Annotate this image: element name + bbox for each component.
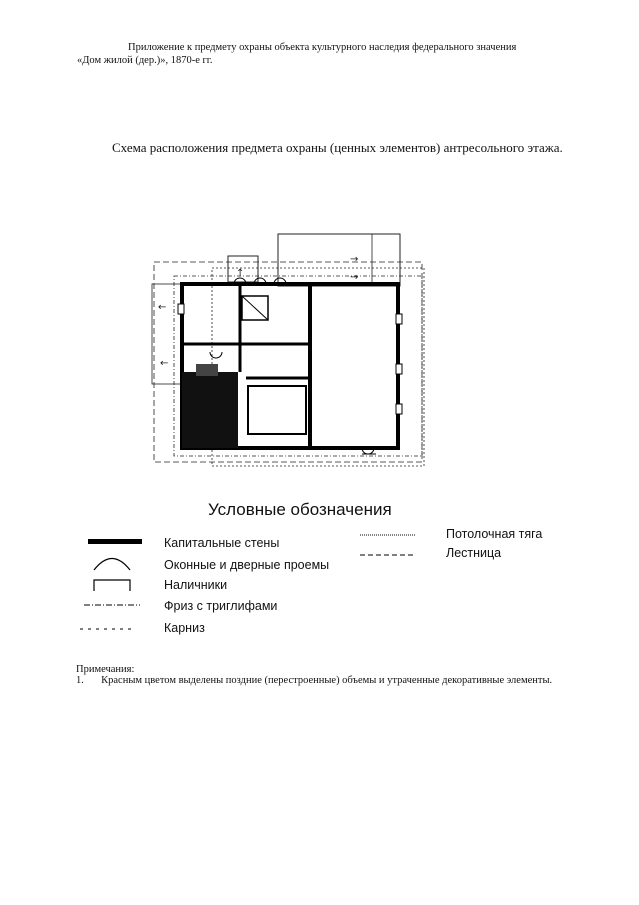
svg-text:↑: ↑ <box>236 268 245 279</box>
svg-text:←: ← <box>158 302 167 313</box>
legend-symbol-dotted <box>360 533 416 537</box>
plan-inner-room <box>248 386 306 434</box>
notes-item <box>76 675 552 686</box>
legend-label-triglyph-frieze: Фриз с триглифами <box>164 599 278 613</box>
notes-item-text: Красным цветом выделены поздние (перестроенные) объемы и утраченные декоративные элементы. <box>101 675 553 686</box>
plan-left-porch <box>152 284 182 384</box>
svg-text:←: ← <box>160 358 169 369</box>
legend-symbol-dashed <box>360 553 416 557</box>
notes-item-number: 1. <box>76 675 84 686</box>
legend-symbol-bracket <box>92 578 132 592</box>
plan-dark-block <box>182 372 238 448</box>
legend-label-window-door-openings: Оконные и дверные проемы <box>164 558 330 572</box>
svg-text:→: → <box>350 254 359 265</box>
notes-heading: Примечания: <box>76 664 135 675</box>
legend-label-staircase: Лестница <box>446 546 502 560</box>
header-line-1: Приложение к предмету охраны объекта культурного наследия федерального значения <box>128 42 517 53</box>
legend-symbol-thick-wall <box>88 539 142 544</box>
plan-upper-annex <box>278 234 400 286</box>
legend-label-cornice: Карниз <box>164 621 205 635</box>
floor-plan-drawing <box>150 228 430 473</box>
legend-symbol-dash-space <box>80 626 136 632</box>
legend-label-capital-walls: Капитальные стены <box>164 536 280 550</box>
header-line-2: «Дом жилой (дер.)», 1870-е гг. <box>77 55 213 66</box>
legend-label-casings: Наличники <box>164 578 228 592</box>
legend-title: Условные обозначения <box>208 500 392 519</box>
svg-text:→: → <box>350 272 359 283</box>
legend-symbol-dash-dot <box>84 602 140 608</box>
scheme-title: Схема расположения предмета охраны (ценных элементов) антресольного этажа. <box>112 140 563 155</box>
legend-label-ceiling-molding: Потолочная тяга <box>446 527 543 541</box>
legend-symbol-arc <box>92 555 132 571</box>
